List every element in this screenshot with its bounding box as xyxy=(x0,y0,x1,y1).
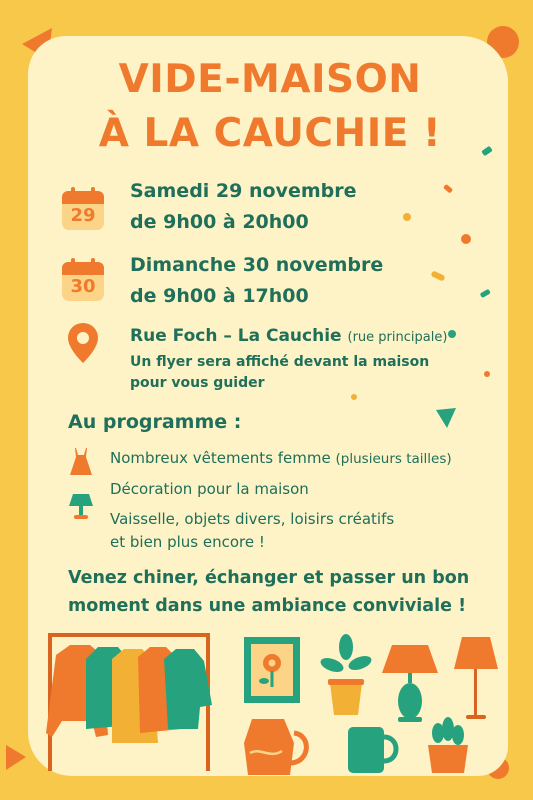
tagline: Venez chiner, échanger et passer un bon moment dans une ambiance conviviale ! xyxy=(68,568,470,616)
calendar-day: 30 xyxy=(70,276,96,297)
dress-icon xyxy=(68,447,94,477)
calendar-icon xyxy=(60,186,106,232)
program-item-2: Décoration pour la maison xyxy=(110,480,309,498)
lamp-icon xyxy=(68,492,94,522)
potted-plant-illustration xyxy=(319,634,374,715)
program-item-1-note: (plusieurs tailles) xyxy=(335,451,452,467)
lamp-illustration xyxy=(382,645,438,722)
program-item-1 xyxy=(110,449,452,467)
location-info-2: pour vous guider xyxy=(130,375,265,391)
illustrations xyxy=(0,625,533,800)
clothes-rack-illustration xyxy=(46,633,212,771)
calendar-icon-2 xyxy=(60,257,106,303)
map-pin-icon xyxy=(66,321,100,365)
title-line-2: À LA CAUCHIE ! xyxy=(98,111,442,156)
location-info-1: Un flyer sera affiché devant la maison xyxy=(130,354,430,370)
floor-lamp-illustration xyxy=(454,637,498,719)
program-item-3-line-1: Vaisselle, objets divers, loisirs créatifs xyxy=(110,510,395,528)
location-street xyxy=(130,321,447,353)
date-1-hours: de 9h00 à 20h00 xyxy=(130,211,309,233)
picture-frame-illustration xyxy=(244,637,300,703)
calendar-day: 29 xyxy=(70,205,96,226)
title-line-1: VIDE-MAISON xyxy=(118,57,422,102)
mug-illustration xyxy=(348,727,396,773)
date-1-day: Samedi 29 novembre xyxy=(130,180,357,202)
succulent-illustration xyxy=(428,717,468,773)
program-item-3-line-2: et bien plus encore ! xyxy=(110,533,265,551)
date-2-hours: de 9h00 à 17h00 xyxy=(130,285,309,307)
jug-illustration xyxy=(244,719,306,775)
date-2-day: Dimanche 30 novembre xyxy=(130,254,384,276)
location-note: (rue principale) xyxy=(347,330,448,345)
location-street-text: Rue Foch – La Cauchie xyxy=(130,326,342,346)
program-item-1-text: Nombreux vêtements femme xyxy=(110,449,331,467)
program-heading: Au programme : xyxy=(68,411,242,433)
